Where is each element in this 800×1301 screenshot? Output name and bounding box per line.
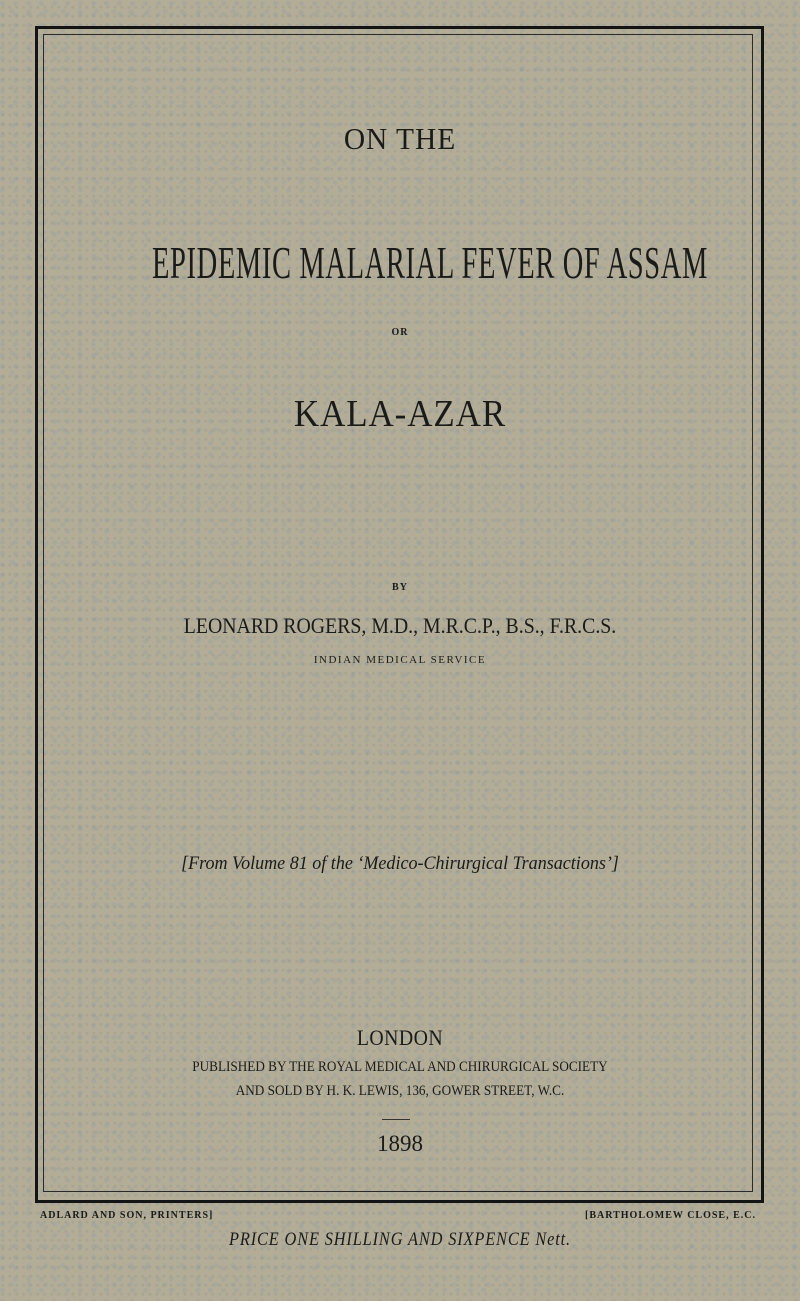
- printer-name: ADLARD AND SON, PRINTERS]: [40, 1210, 214, 1221]
- publication-year: 1898: [377, 1131, 423, 1156]
- printer-address: [BARTHOLOMEW CLOSE, E.C.: [585, 1210, 756, 1221]
- year-divider: [382, 1119, 410, 1120]
- source-note: [From Volume 81 of the ‘Medico-Chirurgical Transactions’]: [181, 853, 619, 874]
- pre-title: ON THE: [343, 121, 457, 156]
- imprint-seller: AND SOLD BY H. K. LEWIS, 136, GOWER STREET, W.C.: [235, 1083, 565, 1099]
- author-name: LEONARD ROGERS, M.D., M.R.C.P., B.S., F.R.C.S.: [183, 613, 617, 638]
- price-line: PRICE ONE SHILLING AND SIXPENCE Nett.: [229, 1229, 571, 1250]
- by-label: BY: [392, 582, 408, 593]
- subtitle: KALA-AZAR: [293, 393, 507, 435]
- imprint-city: LONDON: [356, 1025, 444, 1050]
- author-service: INDIAN MEDICAL SERVICE: [313, 654, 487, 666]
- page-title: EPIDEMIC MALARIAL FEVER OF ASSAM: [152, 237, 708, 288]
- imprint-publisher: PUBLISHED BY THE ROYAL MEDICAL AND CHIRURGICAL SOCIETY: [192, 1059, 608, 1075]
- title-conjunction: OR: [391, 327, 409, 338]
